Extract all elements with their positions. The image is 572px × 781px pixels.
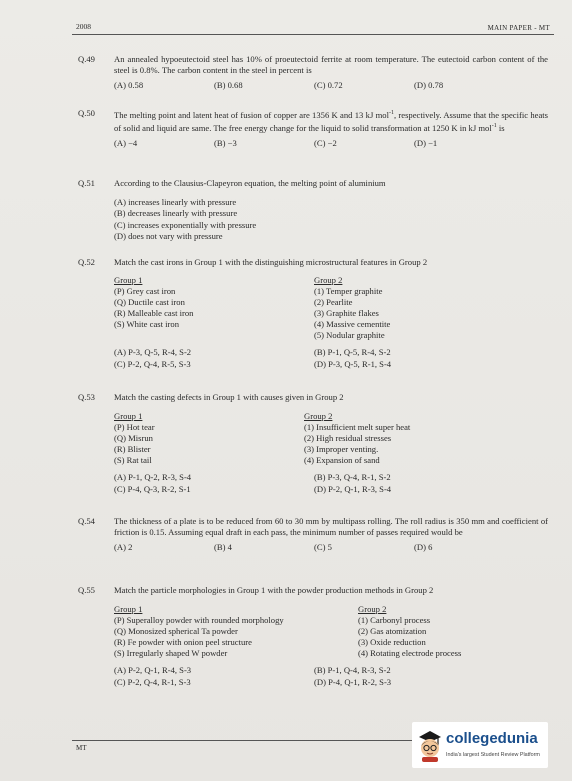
group-2-item: (3) Improper venting. [304,444,379,454]
group-1-title: Group 1 [114,411,143,421]
group-2-item: (2) High residual stresses [304,433,392,443]
text-part: , respectively. Assume that the specific heats of solid and liquid are same. The free energy change for the liquid to solid transformation at 1250 K in kJ mol [114,109,548,133]
option-a: (A) P-1, Q-2, R-3, S-4 [114,472,192,482]
question-text: According to the Clausius-Clapeyron equation, the melting point of aluminium [114,178,386,188]
group-1-item: (P) Hot tear [114,422,155,432]
group-1-item: (S) White cast iron [114,319,179,329]
footer-code: MT [76,744,87,752]
match-columns [114,411,548,466]
group-1-title: Group 1 [114,275,143,285]
group-2-title: Group 2 [358,604,387,614]
question-51 [78,178,548,243]
group-2 [304,411,524,466]
logo-wordmark: collegedunia [446,730,538,747]
question-number: Q.53 [78,392,95,402]
header-rule [72,34,554,35]
logo-tagline: India's largest Student Review Platform [446,752,540,758]
question-text: Match the cast irons in Group 1 with the distinguishing microstructural features in Group 2 [114,257,428,267]
option-d: (D) P-2, Q-1, R-3, S-4 [314,484,392,494]
question-54 [78,516,548,553]
group-2-title: Group 2 [314,275,343,285]
group-1-item: (Q) Ductile cast iron [114,297,185,307]
question-number: Q.49 [78,54,95,64]
option-a: (A) −4 [114,137,138,148]
group-2-title: Group 2 [304,411,333,421]
options-row [114,542,548,553]
option-b: (B) P-3, Q-4, R-1, S-2 [314,472,391,482]
options-grid [114,665,548,688]
options-grid [114,472,548,495]
header-paper: MAIN PAPER - MT [487,24,550,32]
question-text: Match the casting defects in Group 1 with causes given in Group 2 [114,392,344,402]
group-1 [114,275,314,341]
option-d: (D) 0.78 [414,80,444,90]
group-2-item: (4) Rotating electrode process [358,648,462,658]
option-d: (D) −1 [414,137,438,148]
group-2 [314,275,534,341]
group-2-item: (4) Expansion of sand [304,455,380,465]
question-text [114,108,548,134]
collegedunia-logo[interactable] [412,722,548,768]
text-part: is [496,122,505,133]
group-2-item: (4) Massive cementite [314,319,391,329]
group-2-item: (1) Insufficient melt super heat [304,422,411,432]
group-2-item: (3) Graphite flakes [314,308,379,318]
option-b: (B) decreases linearly with pressure [114,208,238,219]
match-columns [114,604,548,659]
question-number: Q.55 [78,585,95,595]
group-2-item: (1) Carbonyl process [358,615,431,625]
question-number: Q.54 [78,516,95,526]
option-b: (B) P-1, Q-5, R-4, S-2 [314,347,391,357]
text-part: The melting point and latent heat of fusion of copper are 1356 K and 13 kJ mol [114,109,389,120]
superscript: -1 [491,122,497,129]
group-1-item: (R) Fe powder with onion peel structure [114,637,252,647]
options-list [114,197,548,243]
option-b: (B) 0.68 [214,80,243,90]
question-number: Q.52 [78,257,95,267]
option-d: (D) P-3, Q-5, R-1, S-4 [314,359,392,369]
question-52 [78,257,548,370]
question-text: An annealed hypoeutectoid steel has 10% of proeutectoid ferrite at room temperature. The eutectoid carbon content of the steel is 0.8%. The carbon content in the steel in percent is [114,54,548,75]
group-1-item: (P) Grey cast iron [114,286,176,296]
question-number: Q.50 [78,108,95,118]
option-c: (C) P-2, Q-4, R-1, S-3 [114,677,191,687]
question-text: The thickness of a plate is to be reduced from 60 to 30 mm by multipass rolling. The roll radius is 350 mm and coefficient of friction is 0.15. Assuming equal draft in each pass, the minimum number of passes required would be [114,516,548,537]
option-d: (D) does not vary with pressure [114,231,223,242]
group-1-title: Group 1 [114,604,143,614]
group-2 [358,604,538,659]
option-b: (B) 4 [214,542,232,552]
question-49 [78,54,548,91]
group-2-item: (3) Oxide reduction [358,637,426,647]
group-2-item: (2) Gas atomization [358,626,427,636]
options-row [114,80,548,91]
options-row [114,138,548,149]
option-d: (D) 6 [414,542,433,552]
group-1-item: (Q) Misrun [114,433,153,443]
question-55 [78,585,548,688]
option-c: (C) 5 [314,542,332,552]
mascot-icon [416,728,444,762]
option-a: (A) 0.58 [114,80,144,90]
group-1-item: (Q) Monosized spherical Ta powder [114,626,238,636]
option-d: (D) P-4, Q-1, R-2, S-3 [314,677,392,687]
question-text: Match the particle morphologies in Group 1 with the powder production methods in Group 2 [114,585,434,595]
option-c: (C) 0.72 [314,80,343,90]
group-1-item: (S) Irregularly shaped W powder [114,648,228,658]
option-c: (C) −2 [314,137,337,148]
option-c: (C) increases exponentially with pressure [114,219,257,230]
option-a: (A) P-2, Q-1, R-4, S-3 [114,665,192,675]
group-1-item: (R) Blister [114,444,151,454]
question-number: Q.51 [78,178,95,188]
group-1-item: (S) Rat tail [114,455,152,465]
option-a: (A) P-3, Q-5, R-4, S-2 [114,347,192,357]
option-c: (C) P-4, Q-3, R-2, S-1 [114,484,191,494]
options-grid [114,347,548,370]
match-columns [114,275,548,341]
group-2-item: (2) Pearlite [314,297,353,307]
option-b: (B) P-1, Q-4, R-3, S-2 [314,665,391,675]
group-2-item: (1) Temper graphite [314,286,383,296]
footer-rule [72,740,418,741]
question-53 [78,392,548,495]
superscript: -1 [388,110,394,116]
option-a: (A) 2 [114,542,133,552]
question-50 [78,108,548,149]
option-b: (B) −3 [214,137,237,148]
group-1-item: (R) Malleable cast iron [114,308,194,318]
group-1-item: (P) Superalloy powder with rounded morphology [114,615,284,625]
option-c: (C) P-2, Q-4, R-5, S-3 [114,359,191,369]
group-1 [114,411,304,466]
header-year: 2008 [76,22,91,31]
option-a: (A) increases linearly with pressure [114,197,237,207]
group-1 [114,604,358,659]
group-2-item: (5) Nodular graphite [314,330,385,340]
